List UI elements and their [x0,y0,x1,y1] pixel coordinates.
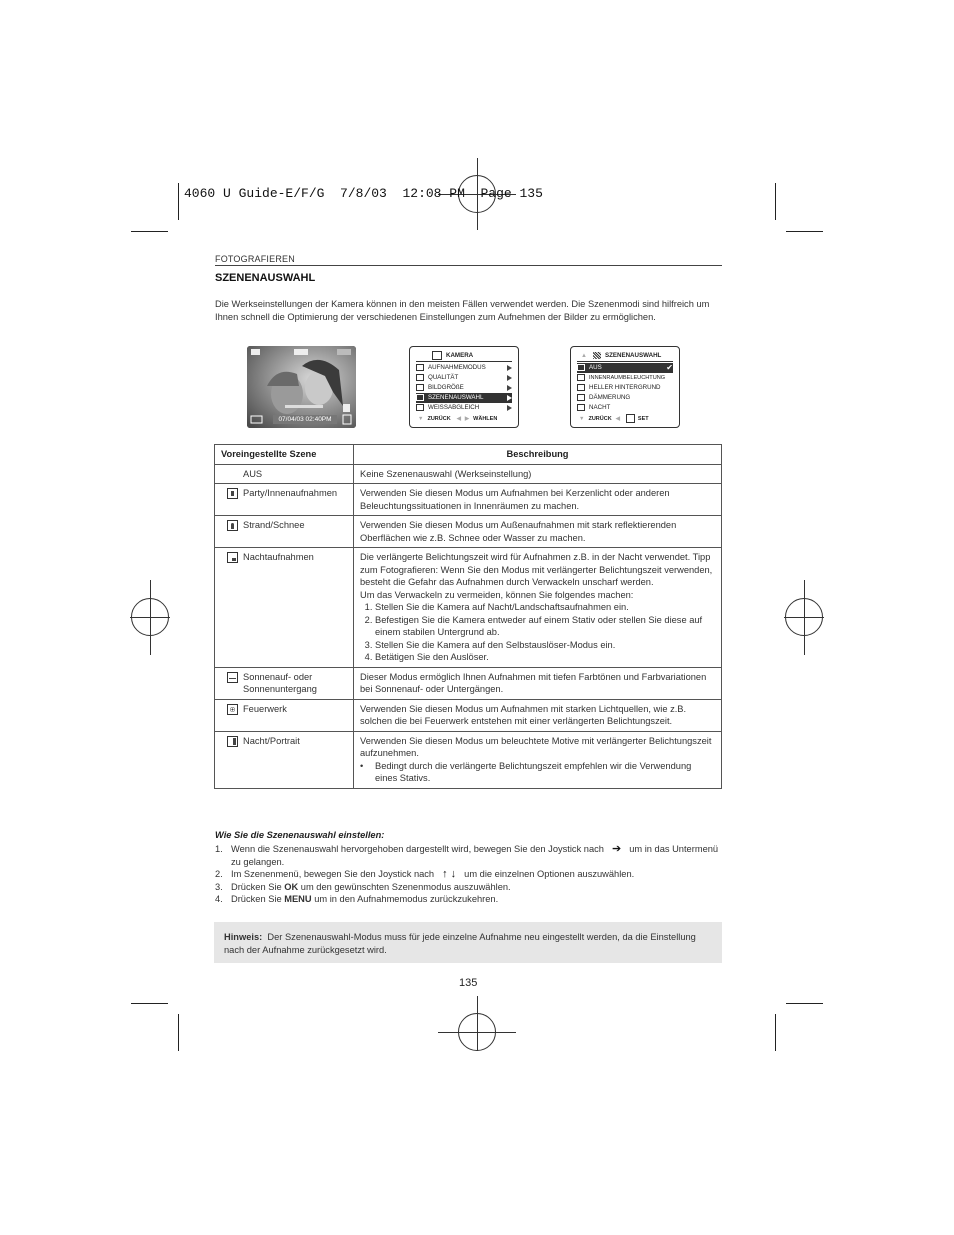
registration-mark [477,996,478,1051]
camera-menu-item-selected[interactable]: SZENENAUSWAHL [416,393,512,403]
list-item: 3. Stellen Sie die Kamera auf den Selbstauslöser-Modus ein. [375,639,715,652]
party-icon [227,488,238,499]
list-item: 2. Im Szenenmenü, bewegen Sie den Joystick nach ↑ ↓ um die einzelnen Optionen auszuwählen. [215,868,635,880]
scene-description: Keine Szenenauswahl (Werkseinstellung) [354,464,722,484]
arrow-right-icon [507,365,512,371]
scene-description: Verwenden Sie diesen Modus um Außenaufnahmen mit stark reflektierenden Oberflächen wie z.B. Schnee oder Wasser zu machen. [354,516,722,548]
camera-menu-item[interactable]: BILDGRÖßE [416,383,512,393]
arrow-right-icon [507,395,512,401]
crop-mark [131,231,168,232]
scene-menu-header [577,350,673,362]
table-header-row [215,445,722,465]
arrow-right-icon [507,405,512,411]
intro-paragraph: Die Werkseinstellungen der Kamera können in den meisten Fällen verwendet werden. Die Szenenmodi sind hilfreich um Ihnen schnell die Optimierung der verschiedenen Einstellungen zum Aufnehmen der Bilder zu ermöglichen. [215,299,710,322]
crop-mark [178,183,179,220]
ok-key-label: OK [284,881,299,892]
table-row [215,667,722,699]
registration-mark [804,580,805,655]
arrow-right-icon: ▶ [464,415,470,422]
note-label: Hinweis: [224,932,263,942]
crop-mark [775,1014,776,1051]
scene-table [214,444,722,789]
scene-name: Sonnenauf- oder Sonnenuntergang [243,671,317,694]
table-row [215,484,722,516]
page-number: 135 [459,977,478,989]
scene-menu-item[interactable]: NACHT [577,403,673,413]
camera-menu-item[interactable]: QUALITÄT [416,373,512,383]
set-label: SET [637,415,649,422]
print-time: 12:08 PM [402,186,465,201]
camera-icon [432,351,442,360]
scene-description-night-portrait: Verwenden Sie diesen Modus um beleuchtete Motive mit verlängerter Belichtungszeit aufzunehmen. • Bedingt durch die verlängerte Belichtungszeit empfehlen wir die Verwendung eines Stativs. [354,731,722,788]
howto-steps [215,843,722,906]
arrow-up-icon: ▲ [581,352,587,359]
scene-menu-screen [570,346,680,428]
howto-title: Wie Sie die Szenenauswahl einstellen: [215,830,385,840]
back-label: ZURÜCK [427,415,451,422]
scene-icon [416,394,424,401]
beach-snow-icon [227,520,238,531]
scene-icon [593,352,601,359]
white-balance-icon [416,404,424,411]
note-box [214,922,722,963]
scene-description: Dieser Modus ermöglich Ihnen Aufnahmen mit tiefen Farbtönen und Farbvariationen bei Sonnenauf- oder Untergängen. [354,667,722,699]
beach-snow-icon [577,384,585,391]
scene-off-icon [577,364,585,371]
scene-description: Verwenden Sie diesen Modus um Aufnahmen bei Kerzenlicht oder anderen Beleuchtungssituationen in Innenräumen zu machen. [354,484,722,516]
crop-mark [786,1003,823,1004]
arrow-up-down-icon: ↑ ↓ [442,868,457,880]
camera-menu-screen [409,346,519,428]
arrow-right-icon: ➔ [611,843,622,855]
select-label: WÄHLEN [473,415,498,422]
photo-preview-screen [247,346,356,428]
camera-menu-item[interactable]: WEISSABGLEICH [416,403,512,413]
scene-menu-footer [577,414,673,423]
camera-menu-item[interactable]: AUFNAHMEMODUS [416,363,512,373]
crop-mark [178,1014,179,1051]
print-page-label: Page 135 [480,186,543,201]
arrow-left-icon: ◀ [456,415,461,422]
sunset-icon [227,672,238,683]
crop-mark [131,1003,168,1004]
night-icon [227,552,238,563]
page-title: SZENENAUSWAHL [215,272,316,284]
print-date: 7/8/03 [340,186,387,201]
image-size-icon [416,384,424,391]
checkmark-icon: ✔ [666,363,673,373]
menu-key-label: MENU [284,894,312,904]
print-header [184,186,543,201]
table-row [215,464,722,484]
fireworks-icon [227,704,238,715]
list-item: • Bedingt durch die verlängerte Belichtungszeit empfehlen wir die Verwendung eines Stativs. [375,760,715,785]
night-icon [577,404,585,411]
arrow-down-icon: ▼ [418,415,424,422]
list-item: 4. Drücken Sie MENU um in den Aufnahmemodus zurückzukehren. [215,894,499,904]
list-item: 1. Stellen Sie die Kamera auf Nacht/Landschaftsaufnahmen ein. [375,601,715,614]
arrow-right-icon [507,375,512,381]
scene-description: Verwenden Sie diesen Modus um Aufnahmen mit starken Lichtquellen, wie z.B. solchen die bei Feuerwerk entstehen mit einer verlängerten Belichtungszeit. [354,699,722,731]
note-text: Der Szenenauswahl-Modus muss für jede einzelne Aufnahme neu eingestellt werden, da die Einstellung nach der Aufnahme zurückgesetzt wird. [224,932,696,955]
table-row [215,548,722,668]
registration-mark [150,580,151,655]
list-item: 1. Wenn die Szenenauswahl hervorgehoben dargestellt wird, bewegen Sie den Joystick nach ➔ um in das Untermenü zu gelangen. [215,843,719,867]
table-row [215,699,722,731]
scene-menu-title: SZENENAUSWAHL [604,352,662,359]
party-icon [577,374,585,381]
column-header: Beschreibung [354,445,722,465]
table-row [215,731,722,788]
capture-mode-icon [416,364,424,371]
set-icon [626,414,635,423]
scene-name: Strand/Schnee [243,520,305,530]
scene-name: Feuerwerk [243,703,287,714]
quality-icon [416,374,424,381]
scene-name: Nachtaufnahmen [243,552,314,562]
scene-name: Nacht/Portrait [243,735,300,746]
sunset-icon [577,394,585,401]
crop-mark [786,231,823,232]
scene-name: AUS [243,468,263,479]
doc-id: 4060 U Guide-E/F/G [184,186,325,201]
scene-name: Party/Innenaufnahmen [243,488,338,498]
table-row [215,516,722,548]
section-divider [215,265,722,266]
list-item: 2. Befestigen Sie die Kamera entweder auf einem Stativ oder stellen Sie diese auf einem stabilen Untergrund ab. [375,614,715,639]
night-steps-list [360,601,715,664]
section-label: FOTOGRAFIEREN [215,254,295,264]
list-item: 4. Betätigen Sie den Auslöser. [375,651,715,664]
bullet-list [360,760,715,785]
photo-timestamp: 07/04/03 02:40PM [273,415,337,424]
back-label: ZURÜCK [588,415,612,422]
scene-menu-item[interactable]: HELLER HINTERGRUND [577,383,673,393]
camera-menu-title: KAMERA [446,352,474,359]
camera-menu-footer [416,414,512,423]
column-header: Voreingestellte Szene [215,445,354,465]
crop-mark [775,183,776,220]
arrow-right-icon [507,385,512,391]
arrow-left-icon: ◀ [615,415,620,422]
list-item: 3. Drücken Sie OK um den gewünschten Szenenmodus auszuwählen. [215,881,511,892]
scene-description-night: Die verlängerte Belichtungszeit wird für Aufnahmen z.B. in der Nacht verwendet. Tipp zum Fotografieren: Wenn Sie den Modus mit verlängerter Belichtungszeit verwenden, besteht die Gefahr das Aufnahmen durch Verwackeln unscharf werden. Um das Verwackeln zu vermeiden, können Sie folgendes machen: 1. Stellen Sie die Kamera auf Nacht/Landschaftsaufnahmen ein. 2. Befestigen Sie die Kamera entweder auf einem Stativ oder stellen Sie diese auf einem stabilen Untergrund ab. 3. Stellen Sie die Kamera auf den Selbstauslöser-Modus ein. 4. Betätigen Sie den Auslöser. [354,548,722,668]
scene-menu-item[interactable]: INNENRAUMBELEUCHTUNG [577,373,673,383]
night-portrait-icon [227,736,238,747]
scene-menu-item[interactable]: DÄMMERUNG [577,393,673,403]
scene-menu-item-selected[interactable]: AUS ✔ [577,363,673,373]
arrow-down-icon: ▼ [579,415,585,422]
camera-menu-header [416,350,512,362]
